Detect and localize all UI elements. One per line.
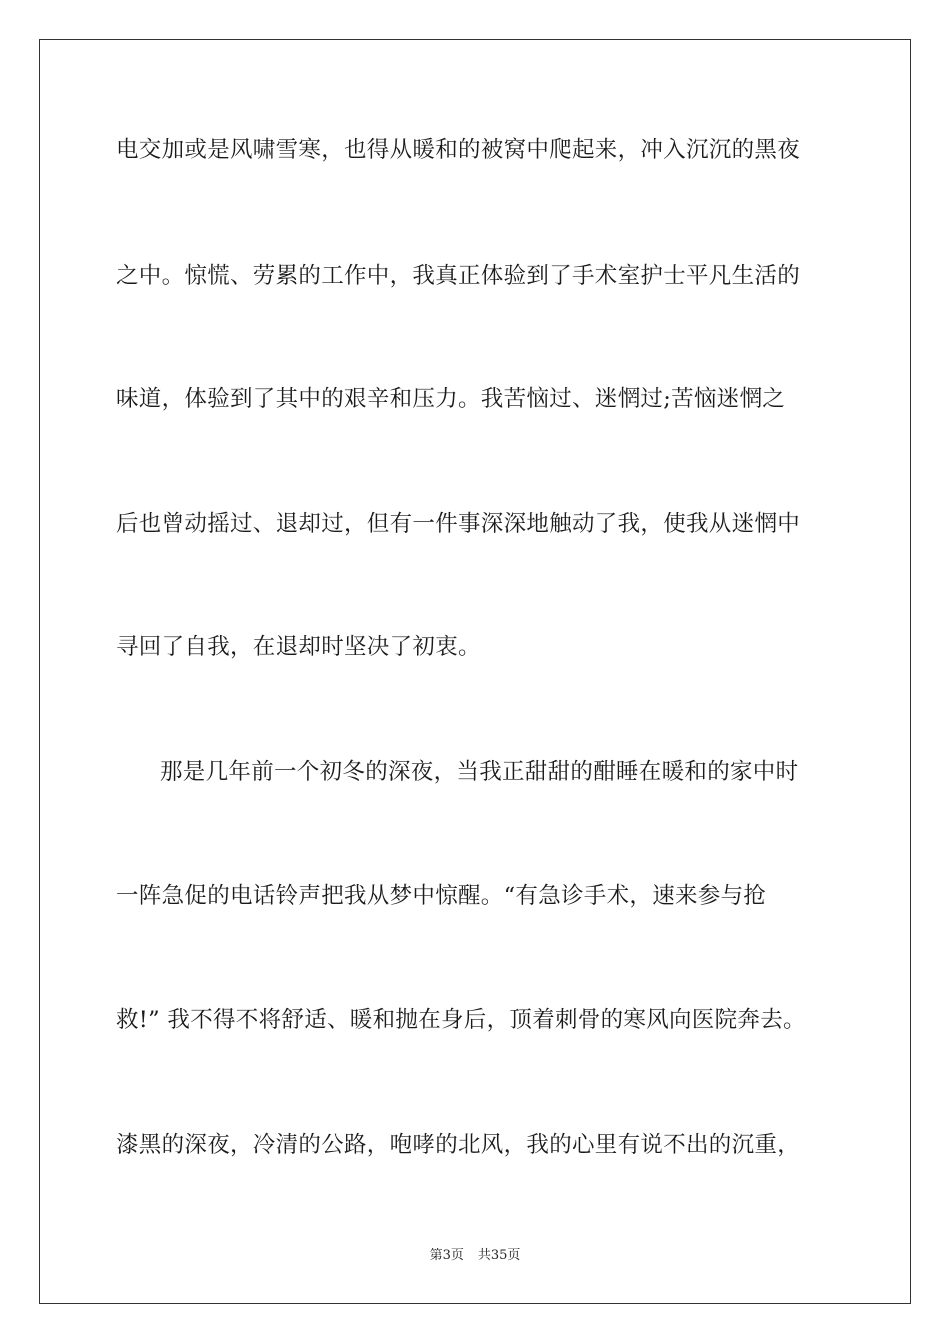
text-line-3: 味道，体验到了其中的艰辛和压力。我苦恼过、迷惘过;苦恼迷惘之 — [116, 386, 786, 412]
text-line-8: 救!” 我不得不将舒适、暖和抛在身后，顶着刺骨的寒风向医院奔去。 — [116, 1007, 806, 1033]
text-line-2: 之中。惊慌、劳累的工作中，我真正体验到了手术室护士平凡生活的 — [116, 263, 801, 289]
page-number: 第3页 — [429, 1248, 464, 1263]
page-footer — [0, 1247, 950, 1265]
page-border — [39, 39, 911, 1304]
text-line-6: 那是几年前一个初冬的深夜，当我正甜甜的酣睡在暖和的家中时 — [160, 759, 799, 785]
text-line-4: 后也曾动摇过、退却过，但有一件事深深地触动了我，使我从迷惘中 — [116, 511, 801, 537]
page-total: 共35页 — [477, 1248, 521, 1263]
text-line-7: 一阵急促的电话铃声把我从梦中惊醒。“有急诊手术，速来参与抢 — [116, 883, 767, 909]
text-line-1: 电交加或是风啸雪寒，也得从暖和的被窝中爬起来，冲入沉沉的黑夜 — [116, 137, 801, 163]
text-line-5: 寻回了自我，在退却时坚决了初衷。 — [116, 634, 481, 660]
text-line-9: 漆黑的深夜，冷清的公路，咆哮的北风，我的心里有说不出的沉重， — [116, 1132, 801, 1158]
